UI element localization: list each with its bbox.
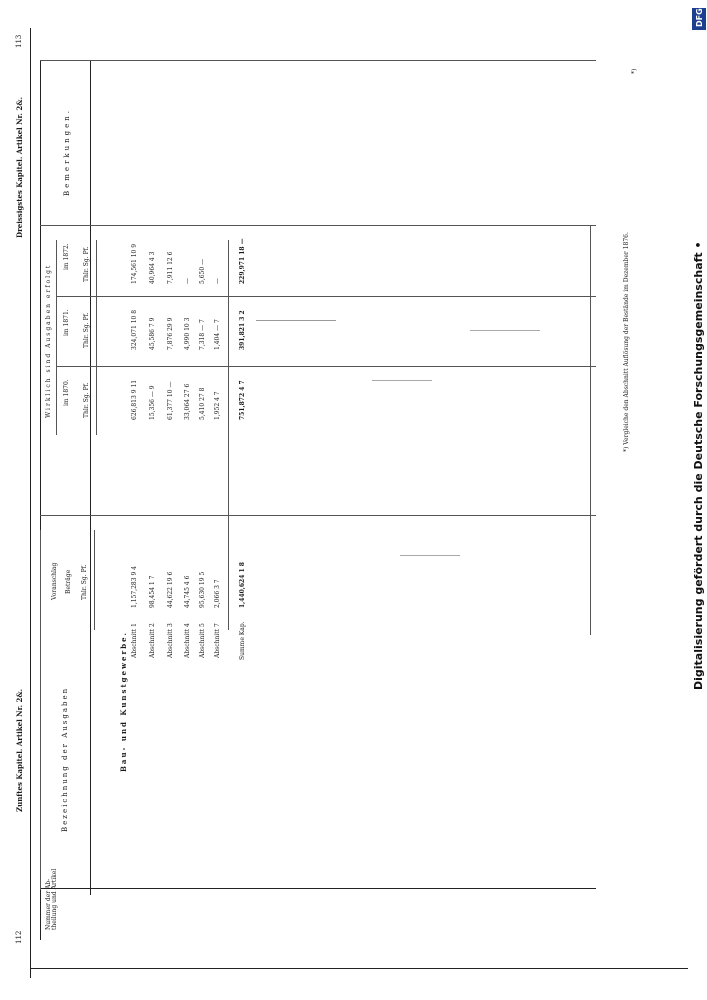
left-units-rule [94, 530, 95, 630]
year-header-3: im 1872. [63, 243, 70, 270]
r2-c1: 15,356 — 9 [149, 385, 156, 420]
row-label-4: Abschnitt 4 [184, 623, 191, 658]
r5-c3: 5,650 — [199, 258, 206, 284]
scan-dash [372, 380, 432, 381]
right-running-header: Dreissigstes Kapitel. Artikel Nr. 2&. [15, 96, 24, 238]
row-value-5: 95,630 19 5 [199, 571, 206, 608]
r6-c3: — [214, 278, 221, 284]
col-divider-2 [56, 296, 596, 297]
scan-dash [470, 330, 540, 331]
r6-c2: 1,404 — 7 [214, 319, 221, 350]
r2-c2: 45,586 7 9 [149, 317, 156, 350]
r3-c2: 7,876 29 9 [167, 317, 174, 350]
r4-c2: 4,990 10 3 [184, 317, 191, 350]
r1-c1: 626,813 9 11 [131, 379, 138, 420]
r5-c2: 7,318 — 7 [199, 319, 206, 350]
page-number-left: 112 [15, 930, 23, 944]
col-divider-1 [56, 366, 596, 367]
r3-c3: 7,911 12 6 [167, 251, 174, 284]
year-header-1: im 1870. [63, 379, 70, 406]
col-header-number: Nummer der Ab-theilung und Artikel [45, 868, 58, 930]
total-c3: 229,971 18 — [239, 238, 246, 284]
r4-c1: 33,064 27 6 [184, 383, 191, 420]
half-divider-rule [40, 515, 596, 516]
remarks-divider-rule [40, 225, 596, 226]
r5-c1: 5,410 27 8 [199, 387, 206, 420]
row-value-1: 1,157,283 9 4 [131, 566, 138, 608]
right-units-rule [96, 240, 97, 435]
col-header-description: Bezeichnung der Ausgaben [61, 686, 69, 832]
row-label-6: Abschnitt 7 [214, 623, 221, 658]
dfg-logo: DFG [692, 8, 706, 30]
row-value-2: 98,454 1 7 [149, 575, 156, 608]
footnote-mark: *) [631, 68, 638, 74]
group-header-rule [56, 240, 57, 435]
group-header: Wirklich sind Ausgaben erfolgt [45, 263, 52, 418]
section-title: Bau- und Kunstgewerbe. [119, 631, 128, 772]
r2-c3: 40,964 4 3 [149, 251, 156, 284]
total-c1: 751,872 4 7 [239, 380, 246, 420]
remarks-header: Bemerkungen. [63, 107, 71, 196]
row-label-2: Abschnitt 2 [149, 623, 156, 658]
left-table-rule [40, 530, 41, 890]
page-number-right: 113 [15, 34, 23, 48]
footnote: *) Vergleiche den Abschnitt Auflösung der Bestände im Dezember 1876. [623, 232, 630, 452]
col-header-estimate-sub: Beträge [65, 569, 72, 594]
dfg-watermark-text: Digitalisierung gefördert durch die Deutsche Forschungsgemeinschaft • [692, 241, 705, 690]
bottom-rule [30, 968, 688, 969]
units-header-3: Thlr. Sg. Pf. [83, 246, 90, 282]
total-label: Summe Kap. [239, 621, 246, 660]
row-value-3: 44,622 19 6 [167, 571, 174, 608]
header-bottom-rule [90, 60, 91, 895]
r1-c3: 174,561 10 9 [131, 243, 138, 284]
r1-c2: 324,071 10 8 [131, 309, 138, 350]
scan-dash [400, 555, 460, 556]
col-header-estimate: Voranschlag [51, 562, 58, 600]
table-top-rule [40, 60, 596, 61]
left-margin-rule [30, 28, 31, 978]
row-label-5: Abschnitt 5 [199, 623, 206, 658]
year-header-2: im 1871. [63, 309, 70, 336]
r4-c3: — [184, 278, 191, 284]
r6-c1: 1,952 4 7 [214, 391, 221, 420]
total-c2: 391,821 3 2 [239, 310, 246, 350]
units-header-1: Thlr. Sg. Pf. [83, 382, 90, 418]
row-value-4: 44,745 4 6 [184, 575, 191, 608]
total-value: 1,440,624 1 8 [239, 562, 246, 608]
col-header-estimate-units: Thlr. Sg. Pf. [81, 564, 88, 600]
scan-dash [256, 320, 336, 321]
table-bottom-rule [40, 888, 596, 889]
right-edge-rule [590, 225, 591, 635]
units-header-2: Thlr. Sg. Pf. [83, 312, 90, 348]
r3-c1: 61,377 10 — [167, 381, 174, 420]
row-value-6: 2,066 3 7 [214, 579, 221, 608]
row-label-1: Abschnitt 1 [131, 623, 138, 658]
total-rule [228, 240, 229, 630]
row-label-3: Abschnitt 3 [167, 623, 174, 658]
left-running-header: Zunftes Kapitel. Artikel Nr. 2&. [15, 688, 24, 812]
